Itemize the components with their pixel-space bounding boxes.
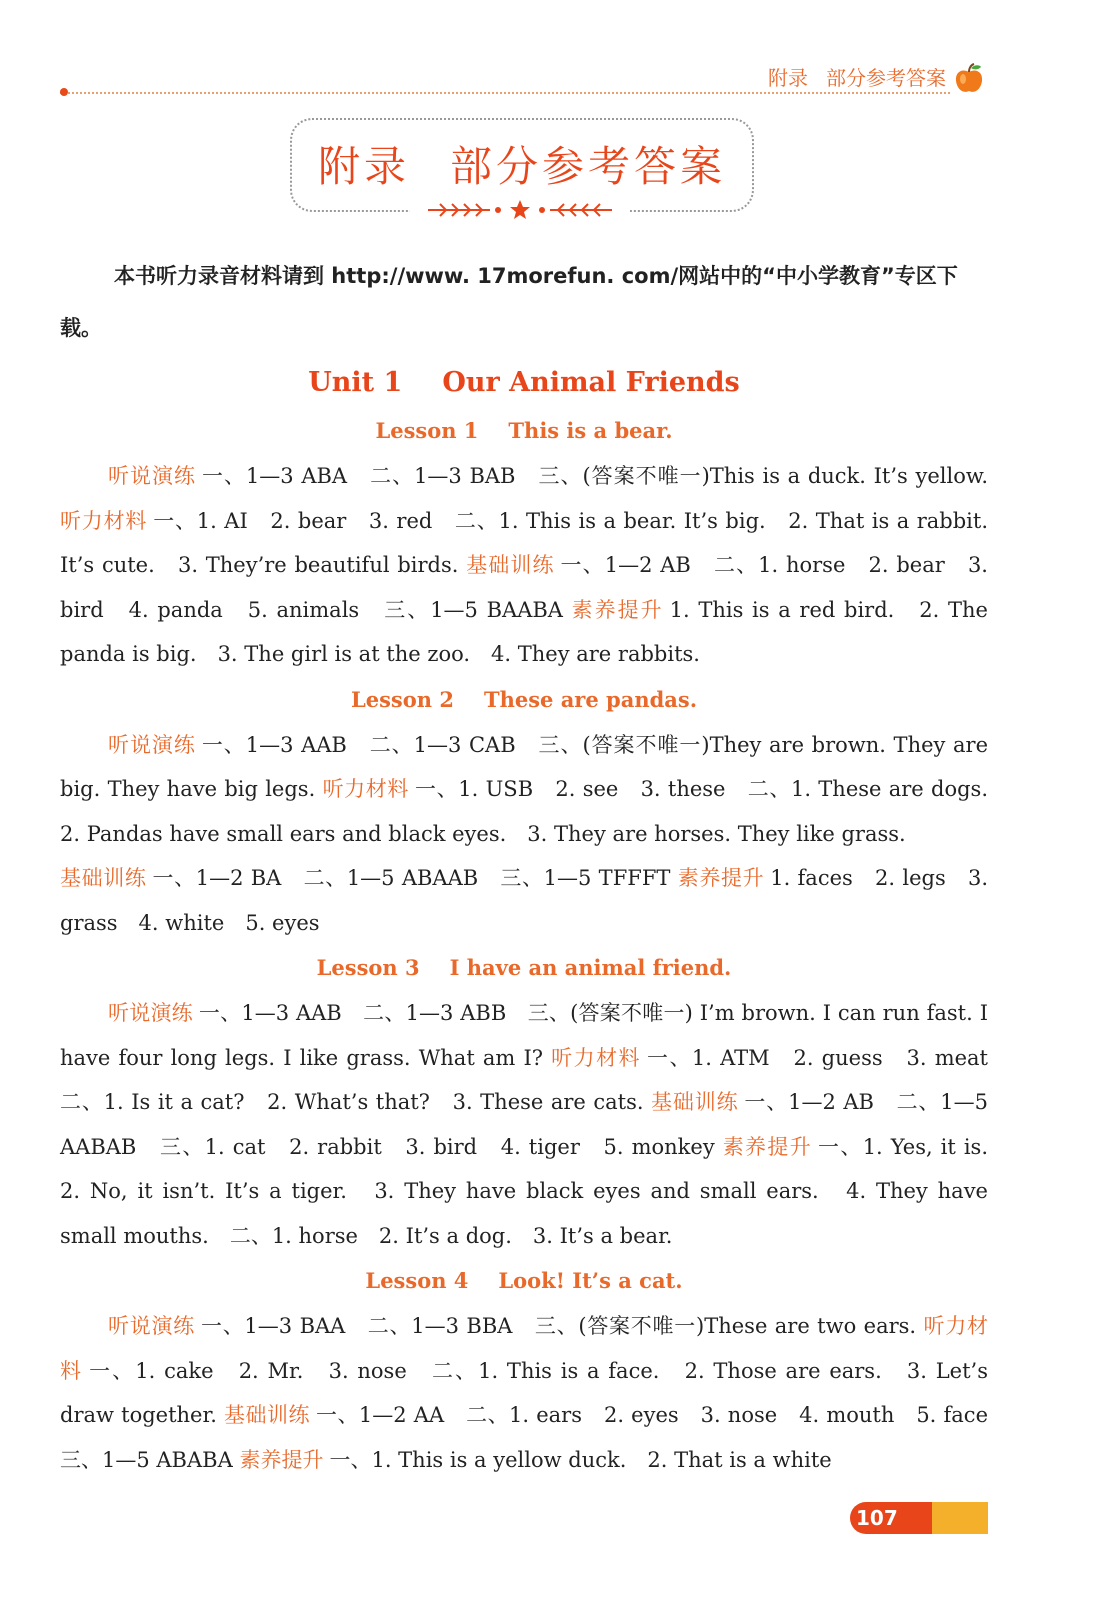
answer-text: 一、1—3 AAB 二、1—3 ABB 三、(答案不唯一) I’m brown. I can run fast. I have four long legs. I like grass. What am I? bbox=[60, 1001, 988, 1070]
section-tag: 素养提升 bbox=[677, 866, 765, 890]
header-subsection: 部分参考答案 bbox=[826, 66, 946, 90]
section-tag: 听说演练 bbox=[108, 464, 196, 488]
section-tag: 听说演练 bbox=[108, 1001, 193, 1025]
lesson-name: These are pandas. bbox=[483, 686, 698, 712]
section-tag: 素养提升 bbox=[239, 1447, 324, 1472]
section-tag: 素养提升 bbox=[722, 1134, 813, 1159]
download-note: 本书听力录音材料请到 http://www. 17morefun. com/网站中的“中小学教育”专区下载。 bbox=[60, 264, 958, 340]
lesson-number: Lesson 4 bbox=[365, 1268, 469, 1293]
lesson-number: Lesson 3 bbox=[316, 955, 420, 980]
unit-heading bbox=[60, 358, 988, 408]
header-section: 附录 bbox=[768, 66, 808, 90]
section-tag: 听说演练 bbox=[108, 732, 196, 757]
lesson-answers bbox=[60, 856, 988, 945]
page-number: 107 bbox=[850, 1502, 932, 1534]
answer-content bbox=[60, 250, 1010, 1482]
answer-text: 一、1. This is a yellow duck. 2. That is a white bbox=[329, 1447, 832, 1472]
unit-name: Our Animal Friends bbox=[442, 367, 740, 398]
running-header bbox=[60, 58, 990, 98]
answer-text: 1. faces 2. legs 3. grass 4. white 5. eyes bbox=[60, 866, 989, 935]
lesson-answers bbox=[60, 723, 1010, 857]
section-tag: 听力材料 bbox=[60, 1314, 988, 1383]
section-tag: 听力材料 bbox=[322, 777, 410, 801]
answer-text: 一、1—3 AAB 二、1—3 CAB 三、(答案不唯一)They are brown. They are big. They have big legs. bbox=[60, 732, 988, 801]
section-tag: 基础训练 bbox=[224, 1403, 310, 1427]
section-tag: 基础训练 bbox=[466, 553, 555, 577]
answer-text: 一、1—3 BAA 二、1—3 BBA 三、(答案不唯一)These are two ears. bbox=[200, 1314, 917, 1338]
header-text bbox=[750, 62, 946, 91]
lesson-heading bbox=[60, 408, 988, 454]
answer-text: 一、1—2 AB 二、1—5 AABAB 三、1. cat 2. rabbit 3. bird 4. tiger 5. monkey bbox=[60, 1090, 988, 1159]
title-left: 附录 bbox=[317, 142, 410, 191]
lesson-heading bbox=[60, 1258, 988, 1304]
lesson-name: I have an animal friend. bbox=[449, 955, 732, 980]
section-tag: 听力材料 bbox=[551, 1045, 641, 1070]
title-right: 部分参考答案 bbox=[450, 142, 727, 191]
footer-tab bbox=[932, 1502, 988, 1534]
lesson-number: Lesson 2 bbox=[350, 686, 454, 712]
answer-text: 一、1. ATM 2. guess 3. meat 二、1. Is it a cat? 2. What’s that? 3. These are cats. bbox=[60, 1045, 1009, 1114]
section-tag: 基础训练 bbox=[60, 866, 147, 890]
section-tag: 听说演练 bbox=[108, 1314, 195, 1338]
section-tag: 基础训练 bbox=[651, 1090, 739, 1114]
lesson-answers bbox=[60, 1304, 1009, 1482]
answer-text: 一、1. cake 2. Mr. 3. nose 二、1. This is a face. 2. Those are ears. 3. Let’s draw together. bbox=[60, 1358, 989, 1427]
section-tag: 听力材料 bbox=[60, 508, 148, 533]
answer-text: 一、1—2 AB 二、1. horse 2. bear 3. bird 4. panda 5. animals 三、1—5 BAABA bbox=[60, 553, 988, 622]
header-dotted-rule bbox=[60, 92, 950, 94]
answer-text: 一、1. USB 2. see 3. these 二、1. These are dogs. 2. Pandas have small ears and black eyes. 3. They are horses. They like grass. bbox=[60, 777, 1010, 846]
ornament-star-icon bbox=[410, 198, 630, 222]
lesson-name: Look! It’s a cat. bbox=[498, 1268, 683, 1293]
lesson-answers bbox=[60, 454, 988, 677]
lesson-heading bbox=[60, 945, 988, 991]
page-title bbox=[292, 134, 752, 194]
header-dot bbox=[60, 88, 68, 96]
apple-icon bbox=[952, 62, 986, 96]
answer-text: 一、1. AI 2. bear 3. red 二、1. This is a bear. It’s big. 2. That is a rabbit. It’s cute. 3. They’re beautiful birds. bbox=[60, 508, 989, 577]
answer-text: 一、1—2 BA 二、1—5 ABAAB 三、1—5 TFFFT bbox=[152, 866, 671, 890]
lesson-answers bbox=[60, 991, 1009, 1258]
lesson-name: This is a bear. bbox=[508, 418, 673, 443]
lesson-number: Lesson 1 bbox=[375, 418, 479, 443]
lesson-heading bbox=[60, 677, 988, 723]
unit-number: Unit 1 bbox=[308, 367, 403, 398]
answer-text: 一、1—3 ABA 二、1—3 BAB 三、(答案不唯一)This is a duck. It’s yellow. bbox=[201, 464, 988, 488]
answer-text: 一、1. Yes, it is. 2. No, it isn’t. It’s a tiger. 3. They have black eyes and small ears. 4. They have small mouths. 二、1. horse 2. It’s a dog. 3. It’s a bear. bbox=[60, 1134, 1009, 1248]
answer-text: 1. This is a red bird. 2. The panda is big. 3. The girl is at the zoo. 4. They are rabbits. bbox=[60, 597, 988, 666]
section-tag: 素养提升 bbox=[571, 597, 664, 622]
answer-text: 一、1—2 AA 二、1. ears 2. eyes 3. nose 4. mouth 5. face 三、1—5 ABABA bbox=[60, 1403, 1009, 1472]
